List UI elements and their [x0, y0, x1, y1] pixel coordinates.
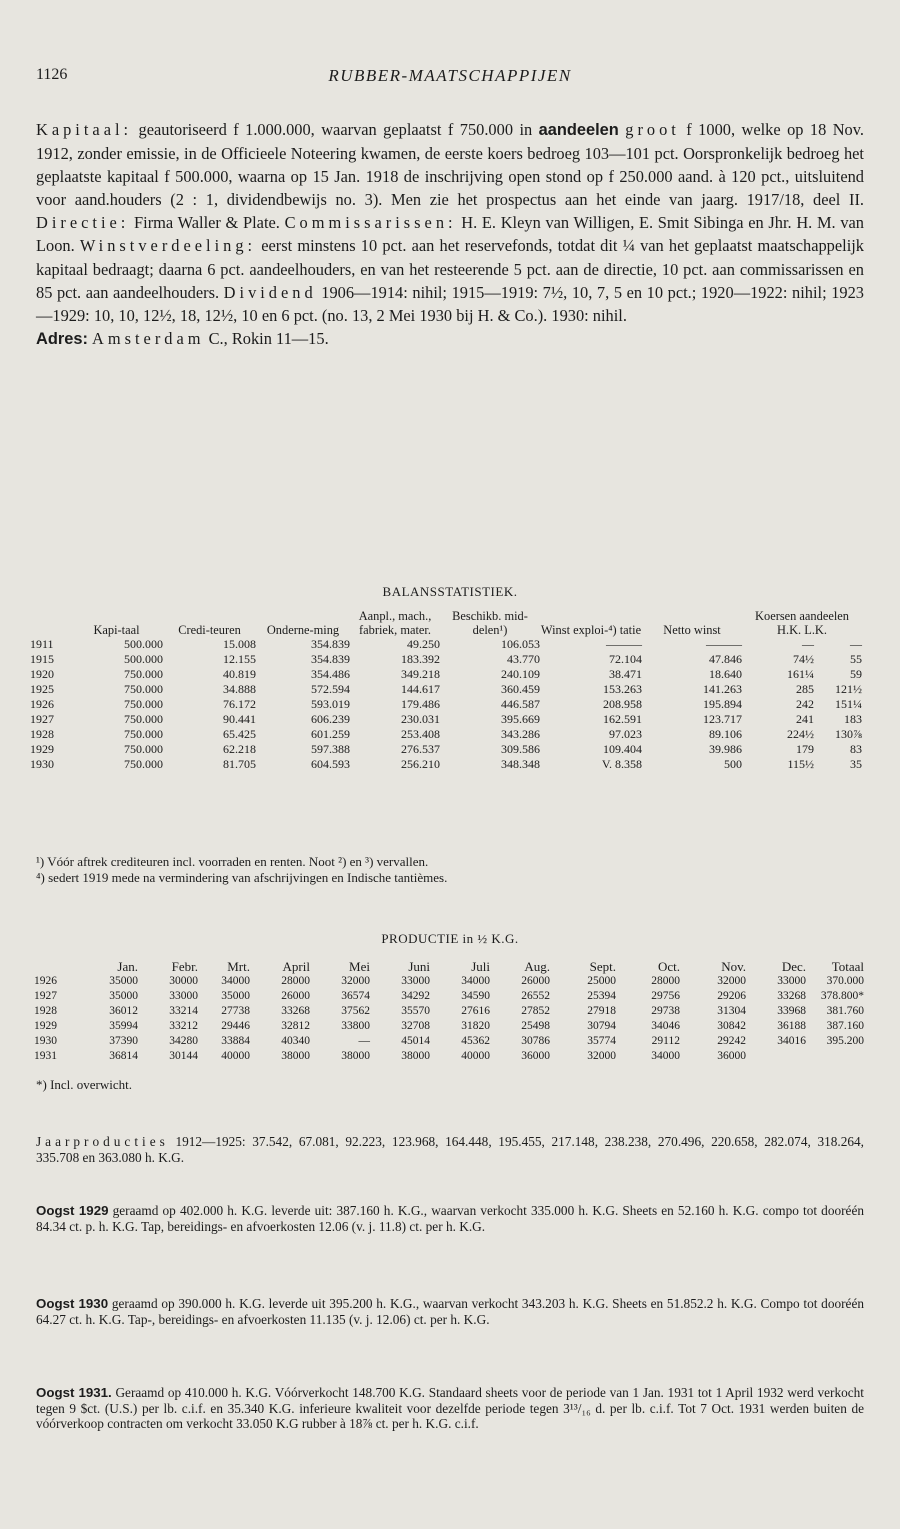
- balans-cell: —: [850, 637, 863, 651]
- balans-cell: 18.640: [709, 667, 742, 681]
- balans-cell: 81.705: [223, 757, 256, 771]
- balans-cell: 500.000: [124, 652, 163, 666]
- balans-cell: 121½: [835, 682, 863, 696]
- balans-row: [30, 667, 862, 682]
- month-header: Totaal: [831, 959, 864, 974]
- balans-title: BALANSSTATISTIEK.: [382, 584, 518, 599]
- balans-cell: 750.000: [124, 667, 163, 681]
- jaarproductie-values: 1912—1925: 37.542, 67.081, 92.223, 123.968, 164.448, 195.455, 217.148, 238.238, 270.496, 220.658, 282.074, 318.264, 335.708 en 363.080 h. K.G.: [36, 1134, 864, 1165]
- balans-cell: 109.404: [603, 742, 642, 756]
- balans-cell: 750.000: [124, 742, 163, 756]
- balans-row: [30, 712, 862, 727]
- balans-cell: V. 8.358: [601, 757, 642, 771]
- balans-note-4: ⁴) sedert 1919 mede na vermindering van afschrijvingen en Indische tantièmes.: [36, 870, 448, 885]
- balans-cell: 750.000: [124, 727, 163, 741]
- productie-cell: 33268: [777, 990, 806, 1002]
- balans-cell: 34.888: [223, 682, 256, 696]
- productie-cell: 40000: [461, 1050, 490, 1062]
- oogst-1930-body: geraamd op 390.000 h. K.G. leverde uit 395.200 h. K.G., waarvan verkocht 343.203 h. K.G. Sheets en 51.852.2 h. K.G. Compo tot dooréén 64.27 ct. h. K.G. Tap-, bereidings- en afvoerkosten 11.135 (v. j. 12.06) ct. per h. K.G.: [36, 1296, 865, 1327]
- productie-row: [34, 1019, 864, 1034]
- hk-label: H.K.: [777, 623, 802, 637]
- koersen-header: [742, 609, 862, 637]
- productie-cell: 27852: [521, 1005, 550, 1017]
- month-header: Dec.: [781, 959, 806, 974]
- oogst-1930-text: [36, 1296, 864, 1327]
- balans-cell: 47.846: [709, 652, 742, 666]
- oogst-1931-paragraph: [36, 1385, 864, 1432]
- balans-year-cell: 1930: [30, 757, 54, 771]
- productie-cell: 29206: [717, 990, 746, 1002]
- balans-cell: 162.591: [603, 712, 642, 726]
- balans-notes: [36, 854, 864, 886]
- balans-cell: 130⅞: [835, 727, 863, 741]
- balans-cell: 89.106: [709, 727, 742, 741]
- balans-cell: 38.471: [609, 667, 642, 681]
- productie-cell: 30786: [521, 1035, 550, 1047]
- balans-cell: 62.218: [223, 742, 256, 756]
- balans-cell: 65.425: [223, 727, 256, 741]
- balans-year-cell: 1926: [30, 697, 54, 711]
- balans-cell: 750.000: [124, 682, 163, 696]
- balans-cell: 76.172: [223, 697, 256, 711]
- productie-cell: 27616: [461, 1005, 490, 1017]
- productie-cell: 34000: [221, 975, 250, 987]
- balans-cell: 601.259: [311, 727, 350, 741]
- productie-cell: 35000: [109, 975, 138, 987]
- balans-year-cell: 1927: [30, 712, 54, 726]
- productie-cell: 36012: [109, 1005, 138, 1017]
- productie-cell: 370.000: [826, 975, 864, 987]
- directie-label: Directie:: [36, 213, 130, 233]
- balans-cell: 750.000: [124, 757, 163, 771]
- productie-cell: 34292: [401, 990, 430, 1002]
- month-header: Mei: [349, 959, 370, 974]
- productie-cell: 33214: [169, 1005, 198, 1017]
- oogst-1929-label: Oogst 1929: [36, 1203, 109, 1218]
- productie-cell: 45362: [461, 1035, 490, 1047]
- balans-cell: 354.839: [311, 652, 350, 666]
- productie-cell: 32708: [401, 1020, 430, 1032]
- balans-cell: 183.392: [401, 652, 440, 666]
- productie-row: [34, 974, 864, 989]
- adres-label: Adres:: [36, 329, 88, 348]
- balans-cell: 354.839: [311, 637, 350, 651]
- month-header: Mrt.: [227, 959, 250, 974]
- productie-cell: 395.200: [826, 1035, 864, 1047]
- balans-cell: 90.441: [223, 712, 256, 726]
- balans-year-cell: 1915: [30, 652, 54, 666]
- productie-cell: 30000: [169, 975, 198, 987]
- balans-cell: 59: [850, 667, 863, 681]
- balans-cell: 153.263: [603, 682, 642, 696]
- balans-year-cell: 1920: [30, 667, 54, 681]
- city: Amsterdam: [92, 328, 205, 348]
- productie-cell: 40340: [281, 1035, 310, 1047]
- productie-cell: 33968: [777, 1005, 806, 1017]
- commissarissen-label: Commissarissen:: [284, 213, 457, 233]
- oogst-1929-body: geraamd op 402.000 h. K.G. leverde uit: 387.160 h. K.G., waarvan verkocht 335.000 h. K.G. Sheets en 52.160 h. K.G. compo tot dooréén 84.34 ct. p. h. K.G. Tap, bereidings- en afvoerkosten 12.06 (v. j. 11.8) ct. per h. K.G.: [36, 1203, 864, 1234]
- text-run: eerst minstens 10 pct. aan het reservefonds, totdat dit ¼ van het geplaatst maatschappelijk kapitaal bedraagt; daarna 6 pct. aandeelhouders, en van het resteerende 5 pct. aan de directie, 10 pct. aan commissarissen en 85 pct. aan aandeelhouders.: [36, 236, 864, 302]
- balans-cell: 144.617: [401, 682, 440, 696]
- page-number: 1126: [36, 66, 68, 83]
- productie-year-cell: 1927: [34, 990, 57, 1002]
- balans-cell: 83: [850, 742, 863, 756]
- productie-cell: 27738: [221, 1005, 250, 1017]
- balans-cell: 343.286: [501, 727, 540, 741]
- productie-cell: 35000: [221, 990, 250, 1002]
- balans-header-row: [30, 609, 862, 637]
- text-run: f 1000, welke op 18 Nov. 1912, zonder emissie, in de Officieele Noteering kwamen, de eerste koers bedroeg 103—101 pct. Oorspronkelijk bedroeg het geplaatste kapitaal f 500.000, waarna op 15 Jan. 1918 de inschrijving open stond op f 250.000 aand. à 120 pct., uitsluitend voor aand.houders (2 : 1, dividendbewijs no. 3). Men zie het prospectus aan het einde van jaarg. 1917/18, deel II.: [36, 120, 864, 210]
- productie-cell: 36574: [341, 990, 370, 1002]
- productie-row: [34, 1034, 864, 1049]
- balans-cell: 349.218: [401, 667, 440, 681]
- productie-cell: 32812: [281, 1020, 310, 1032]
- productie-cell: 29446: [221, 1020, 250, 1032]
- productie-cell: 33000: [777, 975, 806, 987]
- text-run: geautoriseerd f 1.000.000, waarvan geplaatst f 750.000 in: [132, 120, 539, 139]
- balans-body: [30, 637, 862, 772]
- kapitaal-header: Kapi-taal: [93, 623, 140, 637]
- groot-label: groot: [625, 120, 680, 139]
- productie-cell: 35774: [587, 1035, 616, 1047]
- running-head: RUBBER-MAATSCHAPPIJEN: [328, 66, 572, 85]
- aandeelen-label: aandeelen: [538, 121, 619, 139]
- productie-cell: 32000: [717, 975, 746, 987]
- productie-cell: 35000: [109, 990, 138, 1002]
- productie-cell: 34590: [461, 990, 490, 1002]
- balans-cell: 354.486: [311, 667, 350, 681]
- balans-cell: 348.348: [501, 757, 540, 771]
- productie-cell: 378.800*: [820, 990, 864, 1002]
- balans-cell: 276.537: [401, 742, 440, 756]
- productie-cell: 25000: [587, 975, 616, 987]
- balans-cell: 500.000: [124, 637, 163, 651]
- balans-cell: 240.109: [501, 667, 540, 681]
- productie-cell: 30144: [169, 1050, 198, 1062]
- balans-row: [30, 742, 862, 757]
- balans-cell: 241: [796, 712, 814, 726]
- balans-cell: 242: [796, 697, 814, 711]
- productie-cell: 33268: [281, 1005, 310, 1017]
- text-run: Firma Waller & Plate.: [129, 213, 285, 233]
- productie-row: [34, 989, 864, 1004]
- productie-cell: 32000: [587, 1050, 616, 1062]
- balans-year-cell: 1928: [30, 727, 54, 741]
- balans-cell: 309.586: [501, 742, 540, 756]
- productie-cell: 387.160: [826, 1020, 864, 1032]
- productie-cell: 27918: [587, 1005, 616, 1017]
- balans-cell: 179: [796, 742, 814, 756]
- balans-cell: 141.263: [703, 682, 742, 696]
- productie-cell: 37390: [109, 1035, 138, 1047]
- page-header: [36, 66, 864, 88]
- productie-cell: 29756: [651, 990, 680, 1002]
- productie-cell: 381.760: [826, 1005, 864, 1017]
- productie-cell: 29242: [717, 1035, 746, 1047]
- balans-year-cell: 1929: [30, 742, 54, 756]
- productie-cell: 28000: [281, 975, 310, 987]
- balans-cell: 285: [796, 682, 814, 696]
- productie-cell: 34000: [461, 975, 490, 987]
- oogst-1930-label: Oogst 1930: [36, 1296, 109, 1311]
- productie-cell: 33000: [169, 990, 198, 1002]
- productie-cell: 25394: [587, 990, 616, 1002]
- oogst-1930-paragraph: [36, 1296, 864, 1327]
- productie-cell: 35570: [401, 1005, 430, 1017]
- productie-year-cell: 1929: [34, 1020, 57, 1032]
- dividend-label: Dividend: [223, 282, 317, 302]
- balans-row: [30, 697, 862, 712]
- productie-cell: 25498: [521, 1020, 550, 1032]
- balans-year-cell: 1911: [30, 637, 54, 651]
- balans-row: [30, 652, 862, 667]
- productie-cell: 34280: [169, 1035, 198, 1047]
- productie-cell: 33212: [169, 1020, 198, 1032]
- jaarproductie-label: Jaarproducties: [36, 1134, 169, 1149]
- productie-cell: 38000: [341, 1050, 370, 1062]
- productie-cell: 26552: [521, 990, 550, 1002]
- balans-cell: 151¼: [835, 697, 863, 711]
- balans-cell: 12.155: [223, 652, 256, 666]
- onderneming-header: Onderne-ming: [266, 623, 340, 637]
- street-address: C., Rokin 11—15.: [204, 328, 329, 348]
- beschikbare-middelen-header: Beschikb. mid-delen¹): [452, 609, 528, 637]
- productie-title: PRODUCTIE in ½ K.G.: [381, 931, 519, 946]
- text-run: 1906—1914: nihil; 1915—1919: 7½, 10, 7, 5 en 10 pct.; 1920—1922: nihil; 1923—1929: 10, 10, 12½, 18, 12½, 10 en 6 pct. (no. 13, 2 Mei 1930 bij H. & Co.). 1930: nihil.: [36, 282, 864, 325]
- productie-row: [34, 1049, 864, 1064]
- productie-cell: 36188: [777, 1020, 806, 1032]
- productie-cell: 38000: [281, 1050, 310, 1062]
- productie-cell: 34046: [651, 1020, 680, 1032]
- koersen-label: Koersen aandeelen: [755, 609, 849, 623]
- productie-cell: 32000: [341, 975, 370, 987]
- balans-cell: 55: [850, 652, 863, 666]
- balans-cell: 35: [850, 757, 863, 771]
- balans-cell: 395.669: [501, 712, 540, 726]
- productie-cell: 31304: [717, 1005, 746, 1017]
- productie-year-cell: 1930: [34, 1035, 57, 1047]
- productie-cell: [746, 1049, 806, 1064]
- text-run: H. E. Kleyn van Willigen, E. Smit Sibinga en Jhr. H. M. van Loon.: [36, 213, 864, 256]
- oogst-1929-text: [36, 1203, 864, 1234]
- productie-cell: 40000: [221, 1050, 250, 1062]
- month-header: Sept.: [589, 959, 616, 974]
- balans-year-cell: 1925: [30, 682, 54, 696]
- year-header: [30, 609, 70, 637]
- productie-cell: 34000: [651, 1050, 680, 1062]
- oogst-1931-label: Oogst 1931.: [36, 1385, 112, 1400]
- productie-table: [34, 959, 864, 1064]
- oogst-1929-paragraph: [36, 1203, 864, 1234]
- crediteuren-header: Credi-teuren: [178, 623, 241, 637]
- balans-cell: 750.000: [124, 712, 163, 726]
- productie-year-cell: 1926: [34, 975, 57, 987]
- netto-winst-header: Netto winst: [663, 623, 721, 637]
- productie-cell: 36000: [717, 1050, 746, 1062]
- balans-cell: 224½: [787, 727, 814, 741]
- balans-cell: 161¼: [787, 667, 814, 681]
- productie-cell: 29738: [651, 1005, 680, 1017]
- productie-cell: 38000: [401, 1050, 430, 1062]
- balans-note-1: ¹) Vóór aftrek crediteuren incl. voorraden en renten. Noot ²) en ³) vervallen.: [36, 854, 429, 869]
- balans-cell: 360.459: [501, 682, 540, 696]
- balans-cell: 179.486: [401, 697, 440, 711]
- productie-cell: 36000: [521, 1050, 550, 1062]
- balans-cell: —: [802, 637, 814, 651]
- jaarproductie-text: [36, 1134, 864, 1165]
- balans-cell: ———: [706, 637, 742, 651]
- balans-cell: 15.008: [223, 637, 256, 651]
- balans-cell: ———: [606, 637, 642, 651]
- productie-cell: [806, 1049, 864, 1064]
- balans-cell: 39.986: [709, 742, 742, 756]
- productie-cell: 31820: [461, 1020, 490, 1032]
- productie-row: [34, 1004, 864, 1019]
- productie-cell: 30842: [717, 1020, 746, 1032]
- productie-cell: 26000: [521, 975, 550, 987]
- oogst-1931-text: [36, 1385, 864, 1432]
- month-header: Nov.: [721, 959, 746, 974]
- month-header: April: [282, 959, 310, 974]
- balans-cell: 256.210: [401, 757, 440, 771]
- month-header: Juli: [471, 959, 490, 974]
- balans-cell: 572.594: [311, 682, 350, 696]
- balans-row: [30, 727, 862, 742]
- jaarproductie-paragraph: [36, 1134, 864, 1165]
- productie-cell: 35994: [109, 1020, 138, 1032]
- balans-row: [30, 637, 862, 652]
- balans-table: [30, 609, 862, 772]
- kapitaal-label: Kapitaal:: [36, 120, 133, 139]
- month-header: Oct.: [657, 959, 680, 974]
- balans-cell: 49.250: [407, 637, 440, 651]
- month-header: Aug.: [524, 959, 550, 974]
- productie-header-row: [34, 959, 864, 974]
- balans-cell: 74½: [793, 652, 814, 666]
- balans-cell: 97.023: [609, 727, 642, 741]
- productie-cell: 33884: [221, 1035, 250, 1047]
- productie-year-cell: 1931: [34, 1050, 57, 1062]
- balans-cell: 115½: [787, 757, 814, 771]
- productie-cell: 26000: [281, 990, 310, 1002]
- month-header: Febr.: [171, 959, 198, 974]
- productie-cell: 36814: [109, 1050, 138, 1062]
- productie-footnote: *) Incl. overwicht.: [36, 1077, 133, 1092]
- productie-cell: 29112: [651, 1035, 680, 1047]
- balans-cell: 230.031: [401, 712, 440, 726]
- productie-cell: 28000: [651, 975, 680, 987]
- productie-year-cell: 1928: [34, 1005, 57, 1017]
- productie-cell: 34016: [777, 1035, 806, 1047]
- month-header: Juni: [408, 959, 430, 974]
- company-description: [36, 118, 864, 351]
- balans-row: [30, 682, 862, 697]
- productie-cell: 45014: [401, 1035, 430, 1047]
- winstverdeeling-label: Winstverdeeling:: [79, 236, 257, 256]
- lk-label: L.K.: [804, 623, 827, 637]
- productie-cell: 33000: [401, 975, 430, 987]
- balans-cell: 606.239: [311, 712, 350, 726]
- balans-cell: 123.717: [703, 712, 742, 726]
- balans-cell: 253.408: [401, 727, 440, 741]
- productie-cell: 33800: [341, 1020, 370, 1032]
- year-header: [34, 959, 82, 974]
- capital-paragraph: [36, 118, 864, 327]
- address-paragraph: [36, 327, 864, 351]
- productie-cell: —: [358, 1035, 370, 1047]
- balans-cell: 72.104: [609, 652, 642, 666]
- balans-cell: 597.388: [311, 742, 350, 756]
- balans-cell: 208.958: [603, 697, 642, 711]
- balans-cell: 106.053: [501, 637, 540, 651]
- balans-cell: 750.000: [124, 697, 163, 711]
- balans-cell: 604.593: [311, 757, 350, 771]
- oogst-1931-body: Geraamd op 410.000 h. K.G. Vóórverkocht 148.700 K.G. Standaard sheets voor de periode van 1 Jan. 1931 tot 1 April 1932 werd verkocht tegen 9 $ct. (U.S.) per lb. c.i.f. en 35.340 K.G. inferieure kwaliteit voor dezelfde periode tegen 3¹³/₁₆ d. per lb. c.i.f. Tot 7 Oct. 1931 werden buiten de vóórverkoop contracten om verkocht 33.050 K.G rubber à 18⅞ ct. per h. K.G. c.i.f.: [36, 1385, 864, 1431]
- month-header: Jan.: [117, 959, 138, 974]
- balans-cell: 183: [844, 712, 863, 726]
- productie-cell: 30794: [587, 1020, 616, 1032]
- productie-body: [34, 974, 864, 1064]
- balans-cell: 593.019: [311, 697, 350, 711]
- balans-cell: 446.587: [501, 697, 540, 711]
- balans-row: [30, 757, 862, 772]
- balans-cell: 500: [724, 757, 742, 771]
- winst-exploitatie-header: Winst exploi-⁴) tatie: [540, 623, 642, 637]
- aanplant-header: Aanpl., mach., fabriek, mater.: [358, 609, 432, 637]
- balans-cell: 40.819: [223, 667, 256, 681]
- productie-cell: 37562: [341, 1005, 370, 1017]
- balans-cell: 195.894: [703, 697, 742, 711]
- balans-cell: 43.770: [507, 652, 540, 666]
